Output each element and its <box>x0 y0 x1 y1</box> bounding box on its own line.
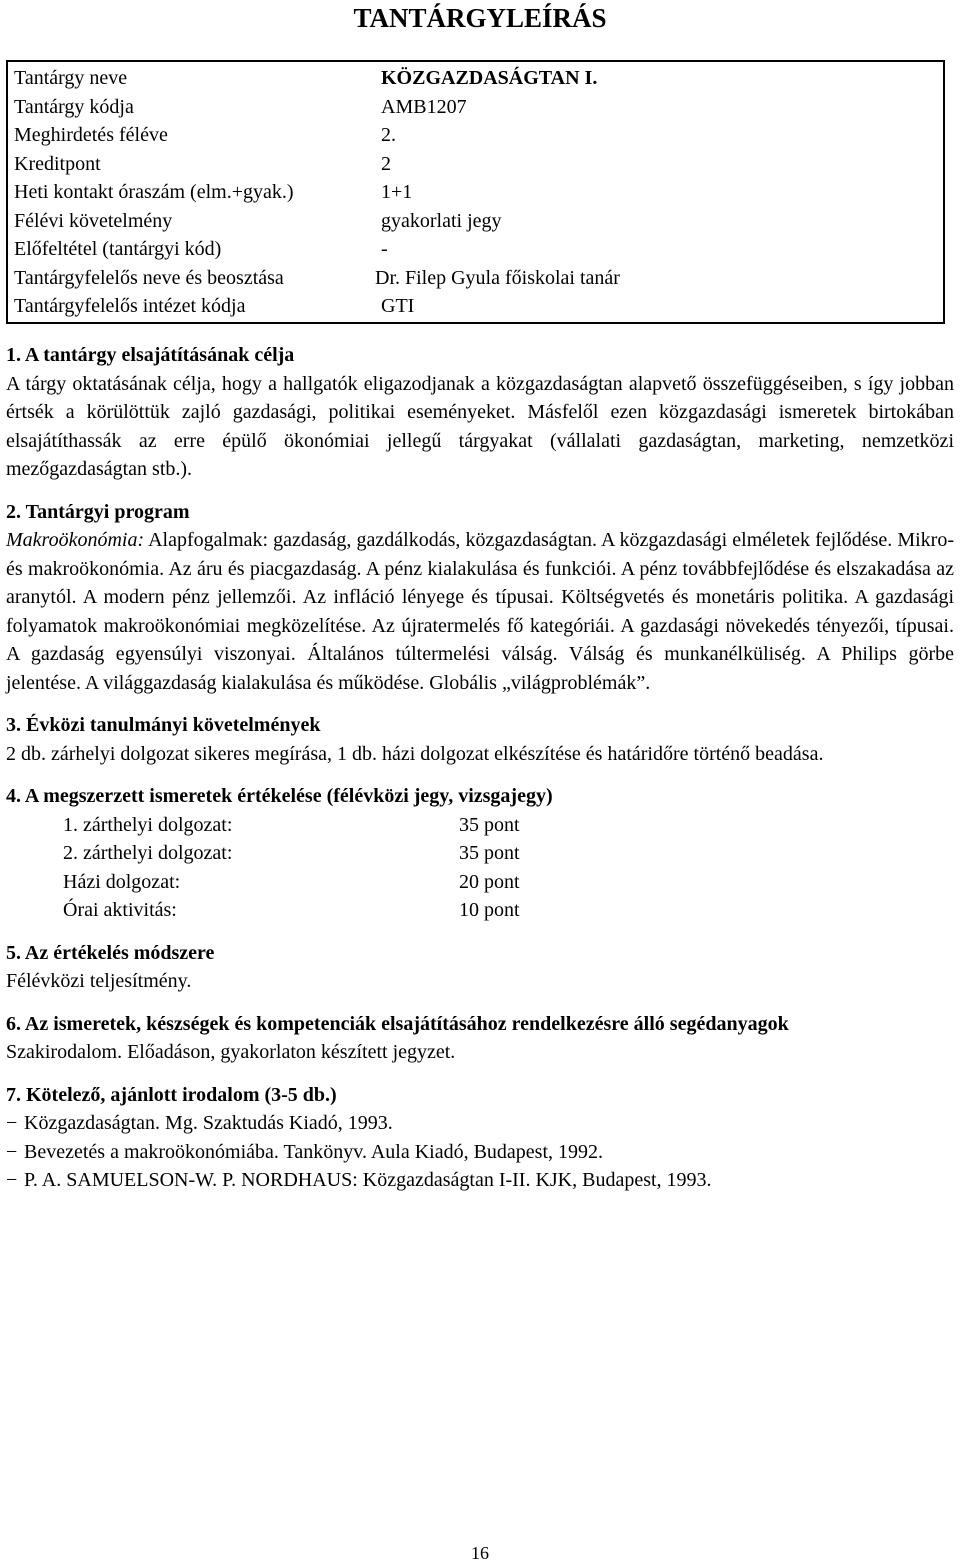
info-row-institute <box>8 292 943 321</box>
section-text: A tárgy oktatásának célja, hogy a hallgatók eligazodjanak a közgazdaságtan alapvető összefüggéseiben, s így jobban értsék a körülöttük zajló gazdasági, politikai eseményeket. Másfelől ezen közgazdasági ismeretek birtokában elsajátíthassák az erre épülő ökonómiai jellegű tárgyakat (vállalati gazdaságtan, marketing, nemzetközi mezőgazdaságtan stb.). <box>6 372 954 480</box>
info-value: 2. <box>381 124 396 146</box>
literature-item <box>6 1138 954 1167</box>
grade-label: Házi dolgozat: <box>63 870 181 893</box>
info-value: KÖZGAZDASÁGTAN I. <box>381 67 598 89</box>
dash-bullet-icon: − <box>6 1112 18 1134</box>
section-text: Szakirodalom. Előadáson, gyakorlaton készített jegyzet. <box>6 1041 456 1063</box>
grade-label: Órai aktivitás: <box>63 899 177 921</box>
info-key: Előfeltétel (tantárgyi kód) <box>14 238 222 260</box>
section-heading: 1. A tantárgy elsajátításának célja <box>6 344 295 366</box>
literature-item <box>6 1109 954 1138</box>
grade-label: 2. zárthelyi dolgozat: <box>63 842 233 864</box>
grade-points: 35 pont <box>459 813 520 836</box>
info-key: Tantárgy kódja <box>14 95 134 118</box>
grade-points: 10 pont <box>459 899 520 921</box>
info-key: Kreditpont <box>14 152 101 175</box>
section-materials <box>6 1010 954 1067</box>
info-value: GTI <box>381 295 415 317</box>
literature-text: Bevezetés a makroökonómiába. Tankönyv. Aula Kiadó, Budapest, 1992. <box>24 1140 604 1163</box>
grade-item <box>63 896 954 925</box>
section-heading: 2. Tantárgyi program <box>6 500 190 523</box>
info-value: AMB1207 <box>381 95 467 118</box>
info-key: Meghirdetés féléve <box>14 124 168 146</box>
section-heading: 3. Évközi tanulmányi követelmények <box>6 714 321 736</box>
section-text: Félévközi teljesítmény. <box>6 970 192 992</box>
info-row-weekly-hours <box>8 178 943 207</box>
info-row-semester <box>8 121 943 150</box>
info-row-course-code <box>8 93 943 122</box>
section-heading: 7. Kötelező, ajánlott irodalom (3-5 db.) <box>6 1083 337 1106</box>
section-course-program <box>6 498 954 698</box>
program-text: Alapfogalmak: gazdaság, gazdálkodás, közgazdaságtan. A közgazdasági elméletek fejlődése. Mikro- és makroökonómia. Az áru és piacgazdaság. A pénz kialakulása és funkciói. A pénz továbbfejlődése és elszakadása az aranytól. A modern pénz jellemzői. Az infláció lényege és típusai. Költségvetés és monetáris politika. A gazdasági folyamatok makroökonómiai megközelítése. Az újratermelés fő kategóriái. A gazdasági növekedés tényezői, típusai. A gazdaság egyensúlyi viszonyai. Általános túltermelési válság. Válság és munkanélküliség. A Philips görbe jelentése. A világgazdaság kialakulása és működése. Globális „világproblémák”. <box>6 529 954 694</box>
course-info-table <box>6 60 945 324</box>
info-row-prerequisite <box>8 235 943 264</box>
section-heading: 6. Az ismeretek, készségek és kompetenciák elsajátításához rendelkezésre álló segédanyagok <box>6 1012 789 1035</box>
section-literature <box>6 1081 954 1195</box>
program-lead: Makroökonómia: <box>6 529 145 551</box>
info-row-course-name <box>8 64 943 93</box>
literature-text: Közgazdaságtan. Mg. Szaktudás Kiadó, 1993. <box>24 1112 393 1134</box>
literature-text: P. A. SAMUELSON-W. P. NORDHAUS: Közgazdaságtan I-II. KJK, Budapest, 1993. <box>24 1169 712 1191</box>
info-key: Félévi követelmény <box>14 209 173 232</box>
document-body <box>6 341 954 1209</box>
section-heading: 4. A megszerzett ismeretek értékelése (félévközi jegy, vizsgajegy) <box>6 785 553 807</box>
section-text <box>6 526 954 697</box>
grade-list <box>63 811 954 925</box>
literature-item <box>6 1166 954 1195</box>
info-row-credits <box>8 150 943 179</box>
info-value: - <box>381 238 388 260</box>
grade-label: 1. zárthelyi dolgozat: <box>63 813 233 836</box>
info-row-requirement <box>8 207 943 236</box>
section-text: 2 db. zárhelyi dolgozat sikeres megírása, 1 db. házi dolgozat elkészítése és határidőre történő beadása. <box>6 742 824 765</box>
section-evaluation-method <box>6 939 954 996</box>
info-key: Heti kontakt óraszám (elm.+gyak.) <box>14 181 294 203</box>
section-evaluation <box>6 782 954 925</box>
info-key: Tantárgy neve <box>14 67 128 89</box>
dash-bullet-icon: − <box>6 1169 18 1191</box>
info-key: Tantárgyfelelős intézet kódja <box>14 295 246 317</box>
page-number: 16 <box>471 1543 489 1563</box>
info-value: 2 <box>381 152 391 175</box>
info-value: 1+1 <box>381 181 413 203</box>
literature-list <box>6 1109 954 1195</box>
dash-bullet-icon: − <box>6 1140 18 1163</box>
info-value: Dr. Filep Gyula főiskolai tanár <box>375 266 620 289</box>
section-heading: 5. Az értékelés módszere <box>6 941 215 964</box>
grade-item <box>63 868 954 897</box>
grade-item <box>63 839 954 868</box>
info-value: gyakorlati jegy <box>381 209 502 232</box>
grade-points: 20 pont <box>459 870 520 893</box>
info-row-responsible <box>8 264 943 293</box>
grade-points: 35 pont <box>459 842 520 864</box>
section-course-goal <box>6 341 954 484</box>
grade-item <box>63 811 954 840</box>
info-key: Tantárgyfelelős neve és beosztása <box>14 266 284 289</box>
document-title: TANTÁRGYLEÍRÁS <box>353 3 607 33</box>
section-requirements <box>6 711 954 768</box>
